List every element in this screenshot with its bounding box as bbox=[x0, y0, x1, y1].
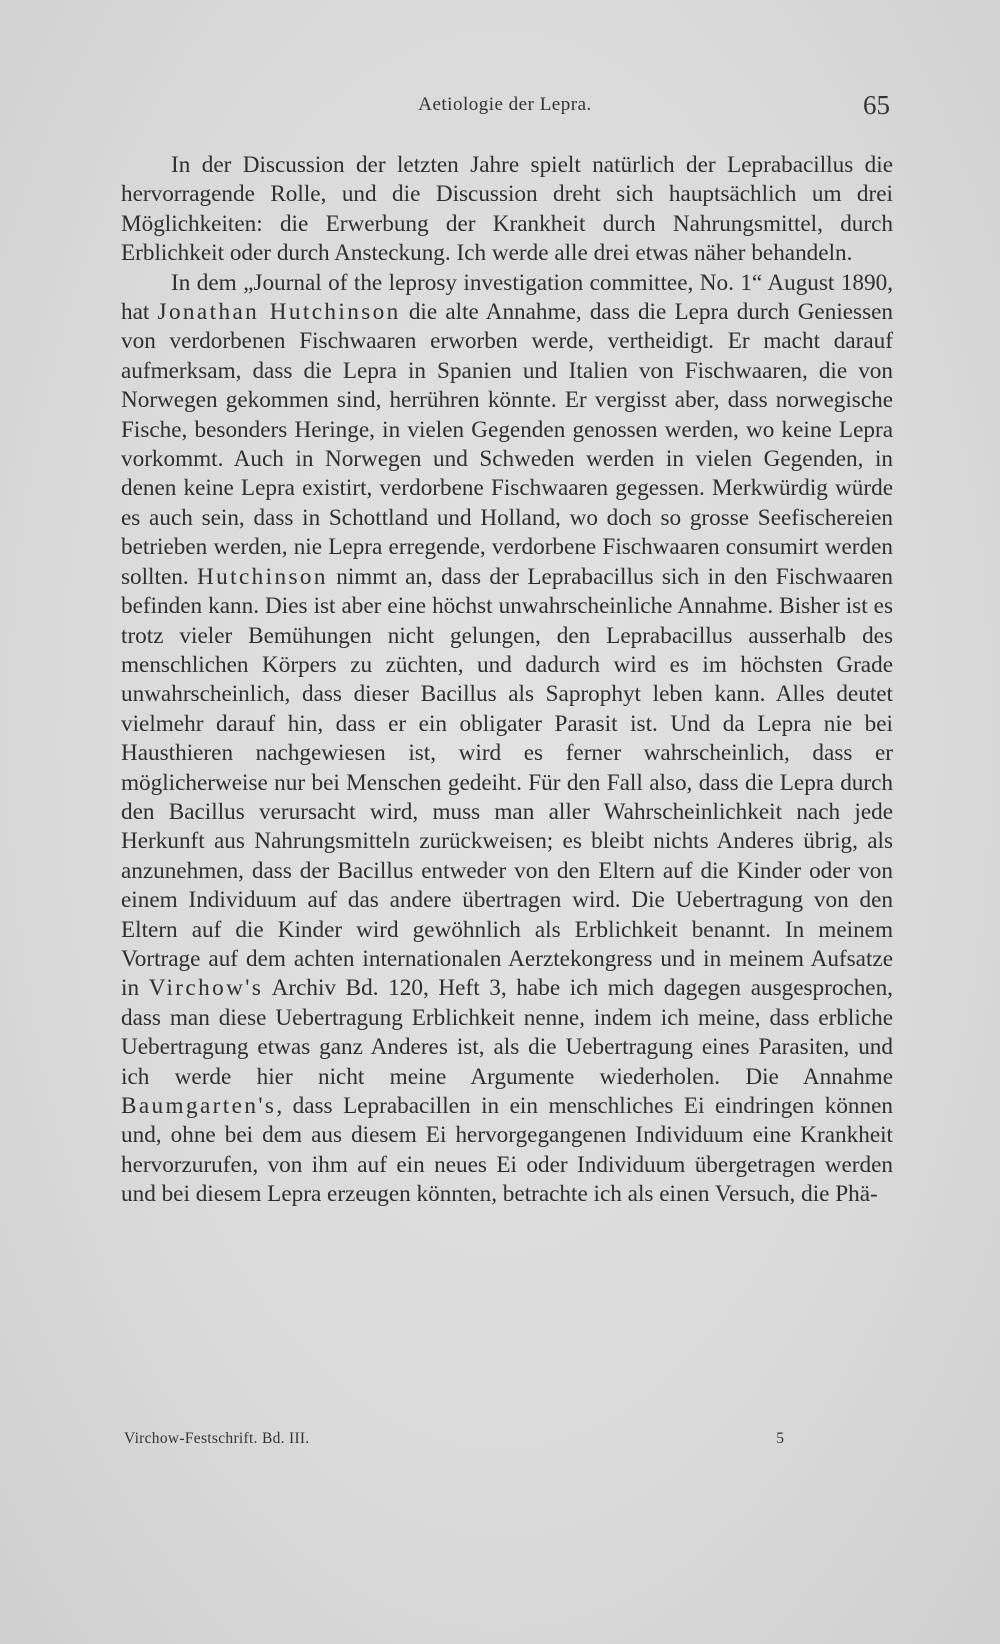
footer-signature: Virchow-Festschrift. Bd. III. bbox=[124, 1430, 310, 1447]
running-head bbox=[120, 90, 890, 128]
page-footer bbox=[124, 1430, 784, 1454]
text-run: nimmt an, dass der Leprabacillus sich in den Fischwaaren befinden kann. Dies ist aber eine höchst unwahrscheinliche Annahme. Bisher ist es trotz vieler Bemühungen nicht gelungen, den Leprabacillus ausserhalb des menschlichen Körpers zu züchten, und dadurch wird es im höchsten Grade unwahrscheinlich, dass dieser Bacillus als Saprophyt leben kann. Alles deutet vielmehr darauf hin, dass er ein obligater Parasit ist. Und da Lepra nie bei Hausthieren nachgewiesen ist, wird es ferner wahrscheinlich, dass er möglicherweise nur bei Menschen gedeiht. Für den Fall also, dass die Lepra durch den Bacillus verursacht wird, muss man aller Wahrscheinlichkeit nach jede Herkunft aus Nahrungsmitteln zurückweisen; es bleibt nichts Anderes übrig, als anzunehmen, dass der Bacillus entweder von den Eltern auf die Kinder oder von einem Individuum auf das andere übertragen wird. Die Uebertragung von den Eltern auf die Kinder wird gewöhnlich als Erblichkeit benannt. In meinem Vortrage auf dem achten internationalen Aerztekongress und in meinem Aufsatze in bbox=[121, 563, 893, 1002]
spaced-name: Virchow's bbox=[148, 975, 264, 1002]
body-text bbox=[121, 151, 893, 1210]
text-run: die alte Annahme, dass die Lepra durch Geniessen von verdorbenen Fischwaaren erworben werde, vertheidigt. Er macht darauf aufmerksam, dass die Lepra in Spanien und Italien von Fischwaaren, die von Norwegen gekommen sind, herrühren könnte. Er vergisst aber, dass norwegische Fische, besonders Heringe, in vielen Gegenden genossen werden, wo keine Lepra vorkommt. Auch in Norwegen und Schweden werden in vielen Gegenden, in denen keine Lepra existirt, verdorbene Fischwaaren gegessen. Merkwürdig würde es auch sein, dass in Schottland und Holland, wo doch so grosse Seefischereien betrieben werden, nie Lepra erregende, verdorbene Fischwaaren consumirt werden sollten. bbox=[121, 299, 893, 590]
text-run: , dass Leprabacillen in ein menschliches Ei eindringen können und, ohne bei dem aus diesem Ei hervorgegangenen Individuum eine Krankheit hervorzurufen, von ihm auf ein neues Ei oder Individuum übergetragen werden und bei diesem Lepra erzeugen könnten, betrachte ich als einen Versuch, die Phä- bbox=[121, 1093, 893, 1208]
text-run: In dem „Journal of the leprosy investigation committee, No. 1“ August 1890, hat bbox=[121, 269, 893, 326]
spaced-name: Baumgarten's bbox=[121, 1093, 277, 1119]
spaced-name: Hutchinson bbox=[196, 563, 328, 590]
text-run: Archiv Bd. 120, Heft 3, habe ich mich dagegen ausgesprochen, dass man diese Uebertragung Erblichkeit nenne, indem ich meine, dass erbliche Uebertragung etwas ganz Anderes ist, als die Uebertragung eines Parasiten, und ich werde hier nicht meine Argumente wiederholen. Die Annahme bbox=[121, 975, 893, 1090]
text-run: In der Discussion der letzten Jahre spielt natürlich der Leprabacillus die hervorragende Rolle, und die Discussion dreht sich hauptsächlich um drei Möglichkeiten: die Erwerbung der Krankheit durch Nahrungsmittel, durch Erblichkeit oder durch Ansteckung. Ich werde alle drei etwas näher behandeln. bbox=[121, 152, 893, 267]
footer-sheet-number: 5 bbox=[776, 1430, 784, 1447]
paragraph bbox=[121, 269, 893, 1210]
paragraph bbox=[121, 151, 893, 269]
page-number: 65 bbox=[863, 90, 890, 120]
running-title: Aetiologie der Lepra. bbox=[418, 94, 592, 115]
spaced-name: Jonathan Hutchinson bbox=[157, 299, 401, 326]
